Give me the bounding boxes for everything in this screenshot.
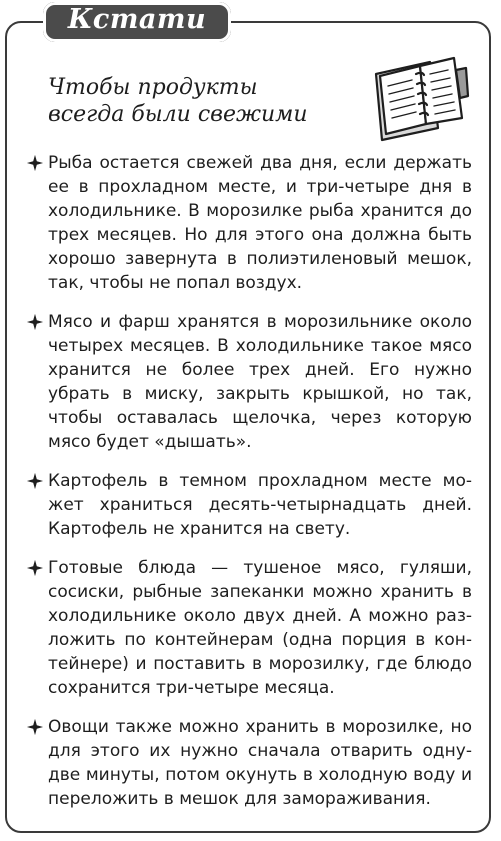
list-item [30, 310, 472, 454]
list-item-text: Рыба остается свежей два дня, если держать ее в прохладном месте, и три-четыре дня в холодильнике. В морозилке рыба хранится до трех месяцев. Но для этого она должна быть хорошо завернута в полиэтиленовый мешок, так, чтобы не попал воздух. [48, 153, 472, 293]
list-item-text: Готовые блюда — тушеное мясо, гуляши, сосиски, рыбные запеканки можно хранить в холодильнике около двух дней. А можно разложить по контейнерам (одна порция в контейнере) и поставить в морозилку, где блюдо сохранится три-четыре месяца. [48, 558, 472, 698]
list-item [30, 151, 472, 295]
list-item [30, 556, 472, 700]
list-item [30, 715, 472, 811]
four-point-star-icon [26, 472, 44, 490]
list-item-text: Мясо и фарш хранятся в морозильнике около четырех месяцев. В холодильнике такое мясо хранится не более трех дней. Его нужно убрать в миску, закрыть крышкой, но так, чтобы оставалась щелочка, через которую мясо будет «дышать». [48, 312, 472, 452]
four-point-star-icon [26, 718, 44, 736]
subtitle [48, 74, 378, 128]
planner-book-icon [368, 52, 472, 142]
section-tag-label: Кстати [67, 4, 207, 35]
tips-list [30, 151, 472, 826]
list-item [30, 469, 472, 541]
subtitle-line-2: всегда были свежими [48, 102, 308, 127]
four-point-star-icon [26, 313, 44, 331]
list-item-text: Овощи также можно хранить в морозилке, но для этого их нужно сначала отварить одну-две минуты, потом окунуть в холодную воду и переложить в мешок для замораживания. [48, 717, 472, 809]
section-tag [43, 2, 231, 42]
four-point-star-icon [26, 559, 44, 577]
list-item-text: Картофель в темном прохладном месте может храниться десять-четырнадцать дней. Картофель не хранится на свету. [48, 471, 472, 539]
subtitle-line-1: Чтобы продукты [48, 75, 258, 100]
four-point-star-icon [26, 154, 44, 172]
